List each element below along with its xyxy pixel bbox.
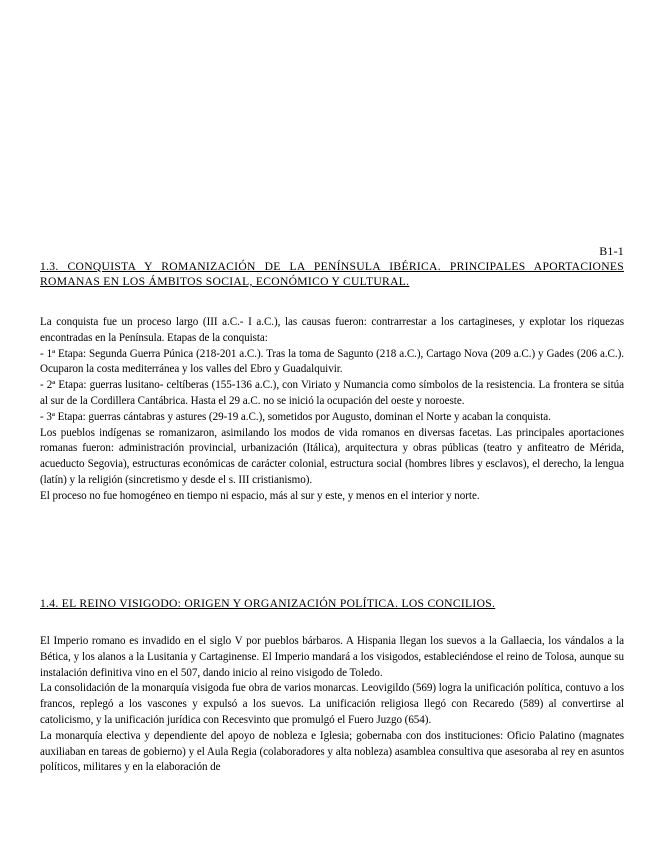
section-1-title: 1.3. CONQUISTA Y ROMANIZACIÓN DE LA PENÍNSULA IBÉRICA. PRINCIPALES APORTACIONES ROMANAS EN LOS ÁMBITOS SOCIAL, ECONÓMICO Y CULTURAL. (40, 260, 624, 288)
paragraph: - 1ª Etapa: Segunda Guerra Púnica (218-201 a.C.). Tras la toma de Sagunto (218 a.C.), Cartago Nova (209 a.C.) y Gades (206 a.C.). Ocuparon la costa mediterránea y los valles del Ebro y Guadalquivir. (40, 347, 624, 376)
section-1-body (40, 315, 624, 505)
section-2-body (40, 634, 624, 776)
page-code: B1-1 (599, 244, 624, 258)
paragraph: La conquista fue un proceso largo (III a.C.- I a.C.), las causas fueron: contrarrestar a los cartagineses, y explotar los riquezas encontradas en la Península. Etapas de la conquista: (40, 316, 624, 344)
paragraph: El Imperio romano es invadido en el siglo V por pueblos bárbaros. A Hispania llegan los suevos a la Gallaecia, los vándalos a la Bética, y los alanos a la Lusitania y Cartaginense. El Imperio mandará a los visigodos, estableciéndose el reino de Tolosa, aunque su instalación definitiva vino en el 507, dando inicio al reino visigodo de Toledo. (40, 635, 624, 679)
paragraph: - 2ª Etapa: guerras lusitano- celtíberas (155-136 a.C.), con Viriato y Numancia como símbolos de la resistencia. La frontera se sitúa al sur de la Cordillera Cantábrica. Hasta el 29 a.C. no se inició la ocupación del oeste y noroeste. (40, 379, 624, 407)
section-2-title: 1.4. EL REINO VISIGODO: ORIGEN Y ORGANIZACIÓN POLÍTICA. LOS CONCILIOS. (40, 597, 496, 610)
paragraph: La consolidación de la monarquía visigoda fue obra de varios monarcas. Leovigildo (569) logra la unificación política, contuvo a los francos, replegó a los vascones y expulsó a los suevos. La unificación religiosa llegó con Recaredo (589) al convertirse al catolicismo, y la unificación jurídica con Recesvinto que promulgó el Fuero Juzgo (654). (40, 682, 624, 726)
paragraph: Los pueblos indígenas se romanizaron, asimilando los modos de vida romanos en diversas facetas. Las principales aportaciones romanas fueron: administración provincial, urbanización (Itálica), arquitectura y obras públicas (teatro y anfiteatro de Mérida, acueducto Segovia), estructuras económicas de carácter colonial, estructura social (hombres libres y esclavos), el derecho, la lengua (latín) y la religión (sincretismo y desde el s. III cristianismo). (40, 426, 624, 486)
paragraph: - 3ª Etapa: guerras cántabras y astures (29-19 a.C.), sometidos por Augusto, dominan el Norte y acaban la conquista. (40, 410, 551, 423)
paragraph: La monarquía electiva y dependiente del apoyo de nobleza e Iglesia; gobernaba con dos instituciones: Oficio Palatino (magnates auxiliaban en tareas de gobierno) y el Aula Regia (colaboradores y alta nobleza) asamblea consultiva que asesoraba al rey en asuntos políticos, militares y en la elaboración de (40, 729, 624, 774)
paragraph: El proceso no fue homogéneo en tiempo ni espacio, más al sur y este, y menos en el interior y norte. (40, 489, 480, 502)
